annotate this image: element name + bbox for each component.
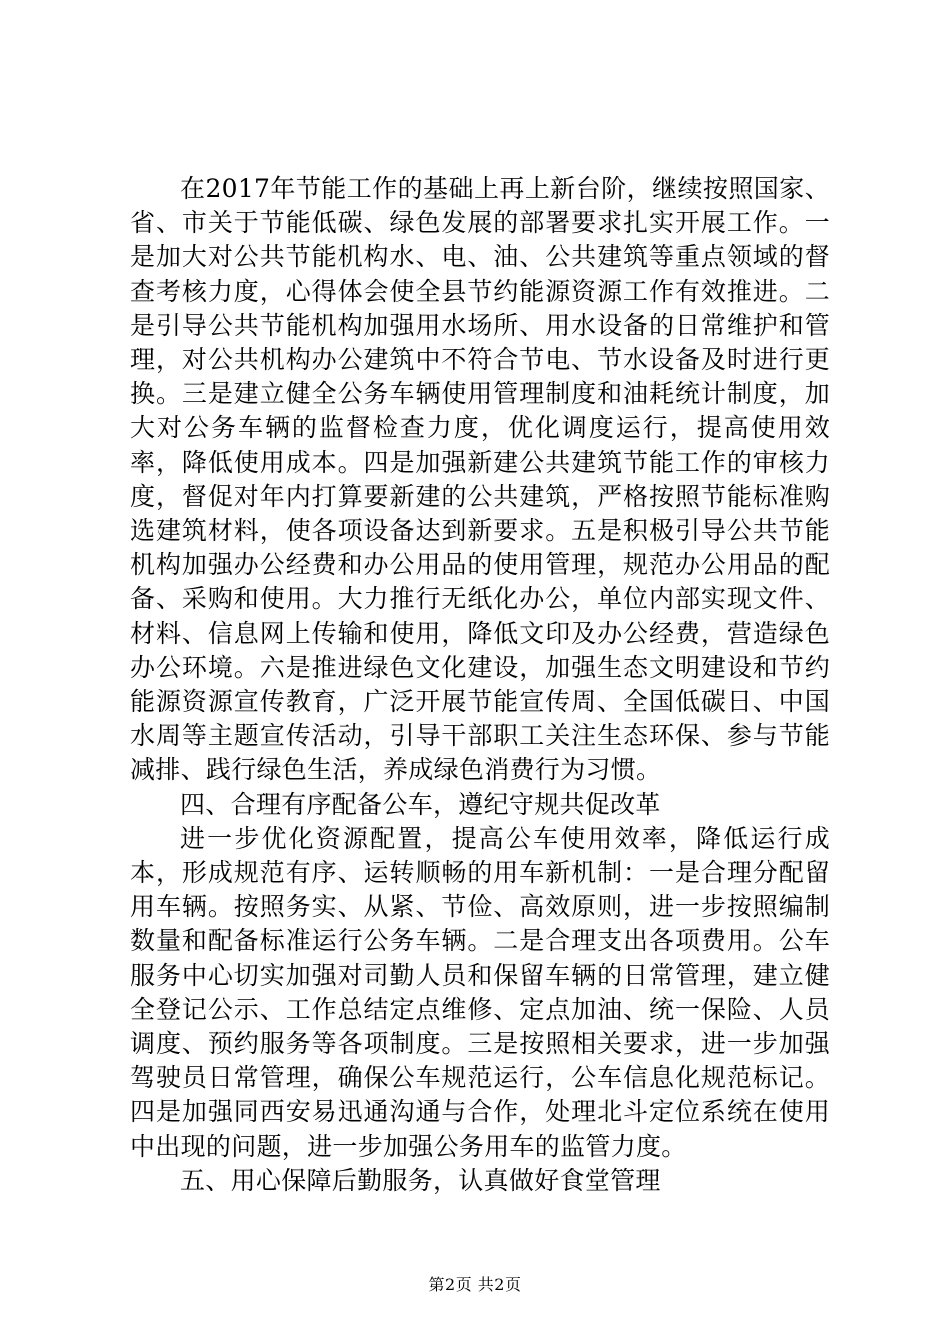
paragraph-vehicles: 进一步优化资源配置，提高公车使用效率，降低运行成本，形成规范有序、运转顺畅的用车新机制：一是合理分配留用车辆。按照务实、从紧、节俭、高效原则，进一步按照编制数量和配备标准运行公务车辆。二是合理支出各项费用。公车服务中心切实加强对司勤人员和保留车辆的日常管理，建立健全登记公示、工作总结定点维修、定点加油、统一保险、人员调度、预约服务等各项制度。三是按照相关要求，进一步加强驾驶员日常管理，确保公车规范运行，公车信息化规范标记。四是加强同西安易迅通沟通与合作，处理北斗定位系统在使用中出现的问题，进一步加强公务用车的监管力度。 bbox=[130, 823, 830, 1161]
page-footer: 第2页 共2页 bbox=[428, 1275, 522, 1294]
paragraph-energy-saving: 在2017年节能工作的基础上再上新台阶，继续按照国家、省、市关于节能低碳、绿色发展的部署要求扎实开展工作。一是加大对公共节能机构水、电、油、公共建筑等重点领域的督查考核力度，心得体会使全县节约能源资源工作有效推进。二是引导公共节能机构加强用水场所、用水设备的日常维护和管理，对公共机构办公建筑中不符合节电、节水设备及时进行更换。三是建立健全公务车辆使用管理制度和油耗统计制度，加大对公务车辆的监督检查力度，优化调度运行，提高使用效率，降低使用成本。四是加强新建公共建筑节能工作的审核力度，督促对年内打算要新建的公共建筑，严格按照节能标准购选建筑材料，使各项设备达到新要求。五是积极引导公共节能机构加强办公经费和办公用品的使用管理，规范办公用品的配备、采购和使用。大力推行无纸化办公，单位内部实现文件、材料、信息网上传输和使用，降低文印及办公经费，营造绿色办公环境。六是推进绿色文化建设，加强生态文明建设和节约能源资源宣传教育，广泛开展节能宣传周、全国低碳日、中国水周等主题宣传活动，引导干部职工关注生态环保、参与节能减排、践行绿色生活，养成绿色消费行为习惯。 bbox=[130, 174, 830, 785]
document-body bbox=[130, 172, 830, 1198]
section-heading-4: 四、合理有序配备公车，遵纪守规共促改革 bbox=[180, 789, 661, 819]
section-heading-5: 五、用心保障后勤服务，认真做好食堂管理 bbox=[180, 1165, 661, 1195]
